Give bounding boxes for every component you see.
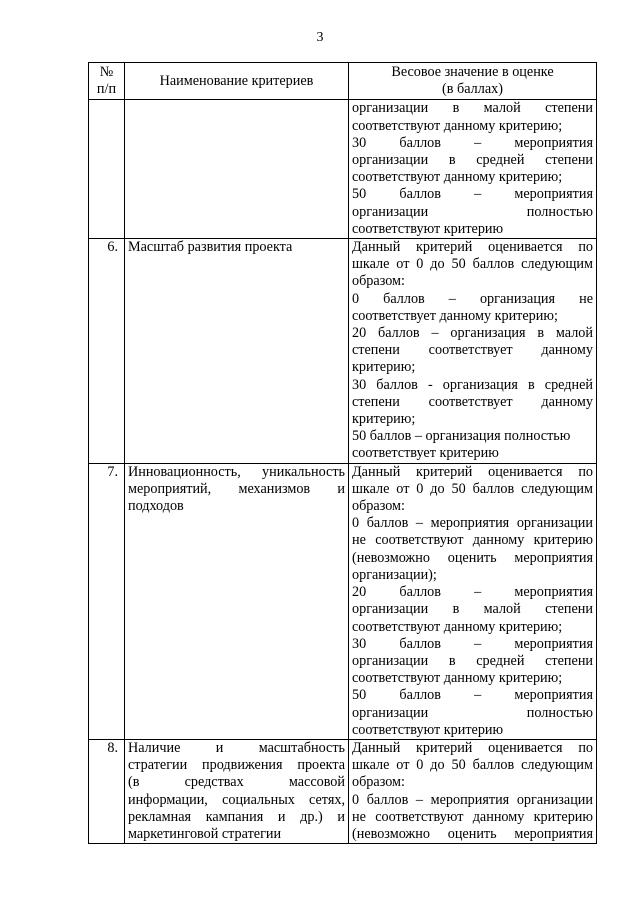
criteria-name-cell-line: стратегии продвижения проекта [128, 757, 345, 774]
weight-value-cell-line: 50 баллов – организация полностью [352, 428, 571, 445]
criteria-name-cell-line: (в средствах массовой [128, 774, 345, 791]
weight-value-cell-line: 50 баллов – мероприятия [352, 687, 593, 704]
table-row [89, 239, 597, 464]
table-row [89, 739, 597, 843]
weight-value-cell-line: степени соответствует данному [352, 393, 593, 410]
weight-value-cell-line: (невозможно оценить мероприятия [352, 549, 593, 566]
weight-value-cell-line: организации в малой степени [352, 100, 593, 117]
header-weight-line: (в баллах) [442, 81, 503, 98]
weight-value-cell-line: 20 баллов – организация в малой [352, 325, 593, 342]
header-weight-value [349, 63, 597, 100]
criteria-name-cell-line: мероприятий, механизмов и [128, 480, 345, 497]
table-row [89, 463, 597, 739]
weight-value-cell-line: образом: [352, 498, 405, 515]
weight-value-cell-line: соответствует данному критерию; [352, 307, 558, 324]
weight-value-cell-line: соответствует критерию [352, 445, 499, 462]
weight-value-cell-line: организации полностью [352, 203, 593, 220]
weight-value-cell-line: организации в средней степени [352, 652, 593, 669]
weight-value-cell-line: не соответствуют данному критерию [352, 532, 593, 549]
row-number: 8. [89, 739, 125, 843]
criteria-name-cell-line: Наличие и масштабность [128, 739, 345, 756]
criteria-name-cell-line: информации, социальных сетях, [128, 791, 345, 808]
weight-value-cell-line: 0 баллов – организация не [352, 290, 593, 307]
criteria-name-cell-line: маркетинговой стратегии [128, 825, 282, 842]
weight-value-cell-line: 30 баллов – мероприятия [352, 134, 593, 151]
header-number-line: п/п [96, 81, 117, 98]
weight-value-cell-line: 30 баллов - организация в средней [352, 376, 593, 393]
weight-value-cell-line: соответствуют данному критерию; [352, 169, 563, 186]
header-number [89, 63, 125, 100]
header-weight-line: Весовое значение в оценке [391, 64, 554, 80]
row-number [89, 100, 125, 239]
criteria-name-cell [125, 463, 349, 739]
weight-value-cell-line: 20 баллов – мероприятия [352, 584, 593, 601]
weight-value-cell-line: Данный критерий оценивается по [352, 239, 593, 256]
weight-value-cell [349, 100, 597, 239]
weight-value-cell-line: организации в малой степени [352, 601, 593, 618]
weight-value-cell-line: не соответствуют данному критерию [352, 808, 593, 825]
header-criteria-name: Наименование критериев [125, 63, 349, 100]
criteria-name-cell-line: Инновационность, уникальность [128, 463, 345, 480]
header-number-line: № [99, 64, 114, 80]
weight-value-cell-line: Данный критерий оценивается по [352, 463, 593, 480]
weight-value-cell-line: шкале от 0 до 50 баллов следующим [352, 256, 593, 273]
weight-value-cell [349, 239, 597, 464]
weight-value-cell-line: шкале от 0 до 50 баллов следующим [352, 480, 593, 497]
weight-value-cell [349, 463, 597, 739]
table-header-row [89, 63, 597, 100]
criteria-table [88, 62, 597, 844]
weight-value-cell-line: организации полностью [352, 704, 593, 721]
criteria-name-cell [125, 100, 349, 239]
row-number: 6. [89, 239, 125, 464]
weight-value-cell-line: критерию; [352, 359, 416, 376]
table-row [89, 100, 597, 239]
weight-value-cell-line: степени соответствует данному [352, 342, 593, 359]
weight-value-cell-line: критерию; [352, 411, 416, 428]
row-number: 7. [89, 463, 125, 739]
criteria-name-cell [125, 239, 349, 464]
weight-value-cell-line: 30 баллов – мероприятия [352, 635, 593, 652]
weight-value-cell-line: соответствуют критерию [352, 220, 504, 237]
table-body [89, 100, 597, 844]
weight-value-cell-line: образом: [352, 774, 405, 791]
weight-value-cell [349, 739, 597, 843]
weight-value-cell-line: образом: [352, 273, 405, 290]
weight-value-cell-line: шкале от 0 до 50 баллов следующим [352, 757, 593, 774]
criteria-name-cell [125, 739, 349, 843]
weight-value-cell-line: Данный критерий оценивается по [352, 739, 593, 756]
weight-value-cell-line: (невозможно оценить мероприятия [352, 825, 593, 842]
weight-value-cell-line: организации в средней степени [352, 152, 593, 169]
weight-value-cell-line: 0 баллов – мероприятия организации [352, 515, 593, 532]
weight-value-cell-line: соответствуют данному критерию; [352, 117, 563, 134]
criteria-name-cell-line: Масштаб развития проекта [128, 239, 293, 256]
weight-value-cell-line: соответствуют критерию [352, 721, 504, 738]
weight-value-cell-line: соответствуют данному критерию; [352, 618, 563, 635]
weight-value-cell-line: 0 баллов – мероприятия организации [352, 791, 593, 808]
page-number: 3 [316, 30, 324, 45]
weight-value-cell-line: соответствуют данному критерию; [352, 670, 563, 687]
weight-value-cell-line: 50 баллов – мероприятия [352, 186, 593, 203]
criteria-name-cell-line: рекламная кампания и др.) и [128, 808, 345, 825]
criteria-name-cell-line: подходов [128, 498, 184, 515]
weight-value-cell-line: организации); [352, 566, 437, 583]
